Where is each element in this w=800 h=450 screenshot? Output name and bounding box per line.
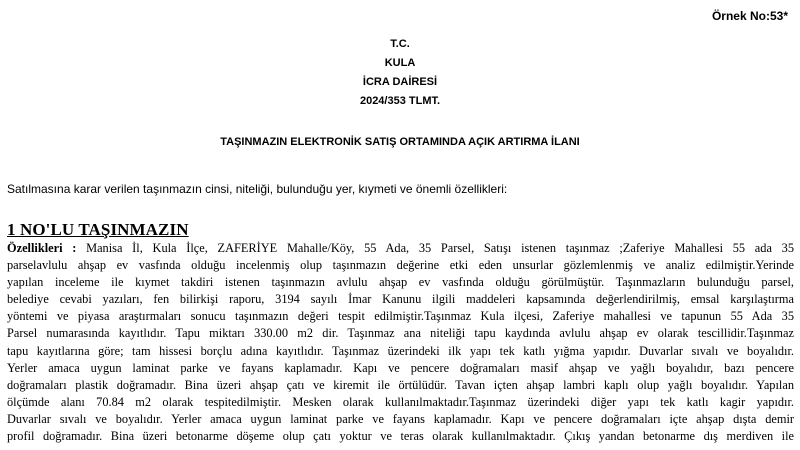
header-line-file-number: 2024/353 TLMT. [359,95,441,107]
description-line: parselavlulu ahşap ev vasfında olduğu incelenmiş olup taşınmazın değerine etki eden unsurlar gözlemlenmiş ve analiz edilmiştir.Yerinde [7,258,794,273]
property-title: 1 NO'LU TAŞINMAZIN [7,220,189,239]
header-line-icra-dairesi: İCRA DAİRESİ [362,76,438,88]
description-line: yöntemi ve piyasa araştırmaları sonucu taşınmazın değeri tespit edilmiştir.Taşınmaz Kula ilçesi, Zaferiye mahallesi ve tapunun 55 Ada 35 [7,309,794,324]
header-line-tc: T.C. [390,38,410,50]
intro-text: Satılmasına karar verilen taşınmazın cinsi, niteliği, bulunduğu yer, kıymeti ve önemli özellikleri: [7,182,508,196]
description-line: Yerler amaca uygun laminat parke ve fayans kaplamadır. Kapı ve pencere doğramaları masif ahşap ve yağlı boyalıdır, bazı pencere [7,360,794,375]
description-line-text: Manisa İl, Kula İlçe, ZAFERİYE Mahalle/Köy, 55 Ada, 35 Parsel, Satışı istenen taşınmaz ;Zaferiye Mahallesi 55 ada 35 [76,241,794,255]
description-line: profil doğramadır. Bina üzeri betonarme döşeme olup çatı yoktur ve teras olarak kullanılmaktadır. Çıkış yandan betonarme dış merdiven ile [7,429,794,444]
header-line-kula: KULA [384,57,416,69]
document-header [0,35,800,111]
description-line [7,240,794,257]
description-line: yapılan inceleme ile kıymet takdiri istenen taşınmazın avlulu ahşap ev vasfında olduğu görülmüştür. Taşınmazların bulunduğu parsel, [7,275,794,290]
description-line: belediye cevabi yazıları, fen bilirkişi raporu, 3194 sayılı İmar Kanunu ilgili maddeleri kapsamında değerlendirilmiş, emsal karşılaştırma [7,292,794,307]
description-line: Parsel numarasında kayıtlıdır. Tapu miktarı 330.00 m2 dir. Taşınmaz ana niteliği tapu kaydında avlulu ahşap ev olarak tescillidir.Taşınmaz [7,326,794,341]
description-line: Duvarlar sıvalı ve boyalıdır. Yerler amaca uygun laminat parke ve fayans kaplamadır. Kapı ve pencere doğramaları içte ahşap dışta demir [7,411,794,426]
property-description [7,240,794,445]
description-line: doğramaları plastik doğramadır. Bina üzeri ahşap çatı ve kiremit ile örtülüdür. Tavan içten ahşap lambri kaplı olup yağlı boyalıdır. Yapılan [7,377,794,392]
features-label: Özellikleri : [7,241,77,255]
sample-number: Örnek No:53* [711,9,788,23]
description-line: tapu kayıtlarına göre; tam hissesi borçlu adına kayıtlıdır. Taşınmaz üzerindeki ilk yapı tek katlı yığma yapıdır. Duvarlar sıvalı ve boyalıdır. [7,343,794,358]
announcement-title: TAŞINMAZIN ELEKTRONİK SATIŞ ORTAMINDA AÇIK ARTIRMA İLANI [220,136,580,148]
description-line: ölçümde alanı 70.84 m2 olarak tespitedilmiştir. Mesken olarak kullanılmaktadır.Taşınmaz üzerindeki diğer yapı tek katlı kagir yapıdır. [7,394,794,409]
